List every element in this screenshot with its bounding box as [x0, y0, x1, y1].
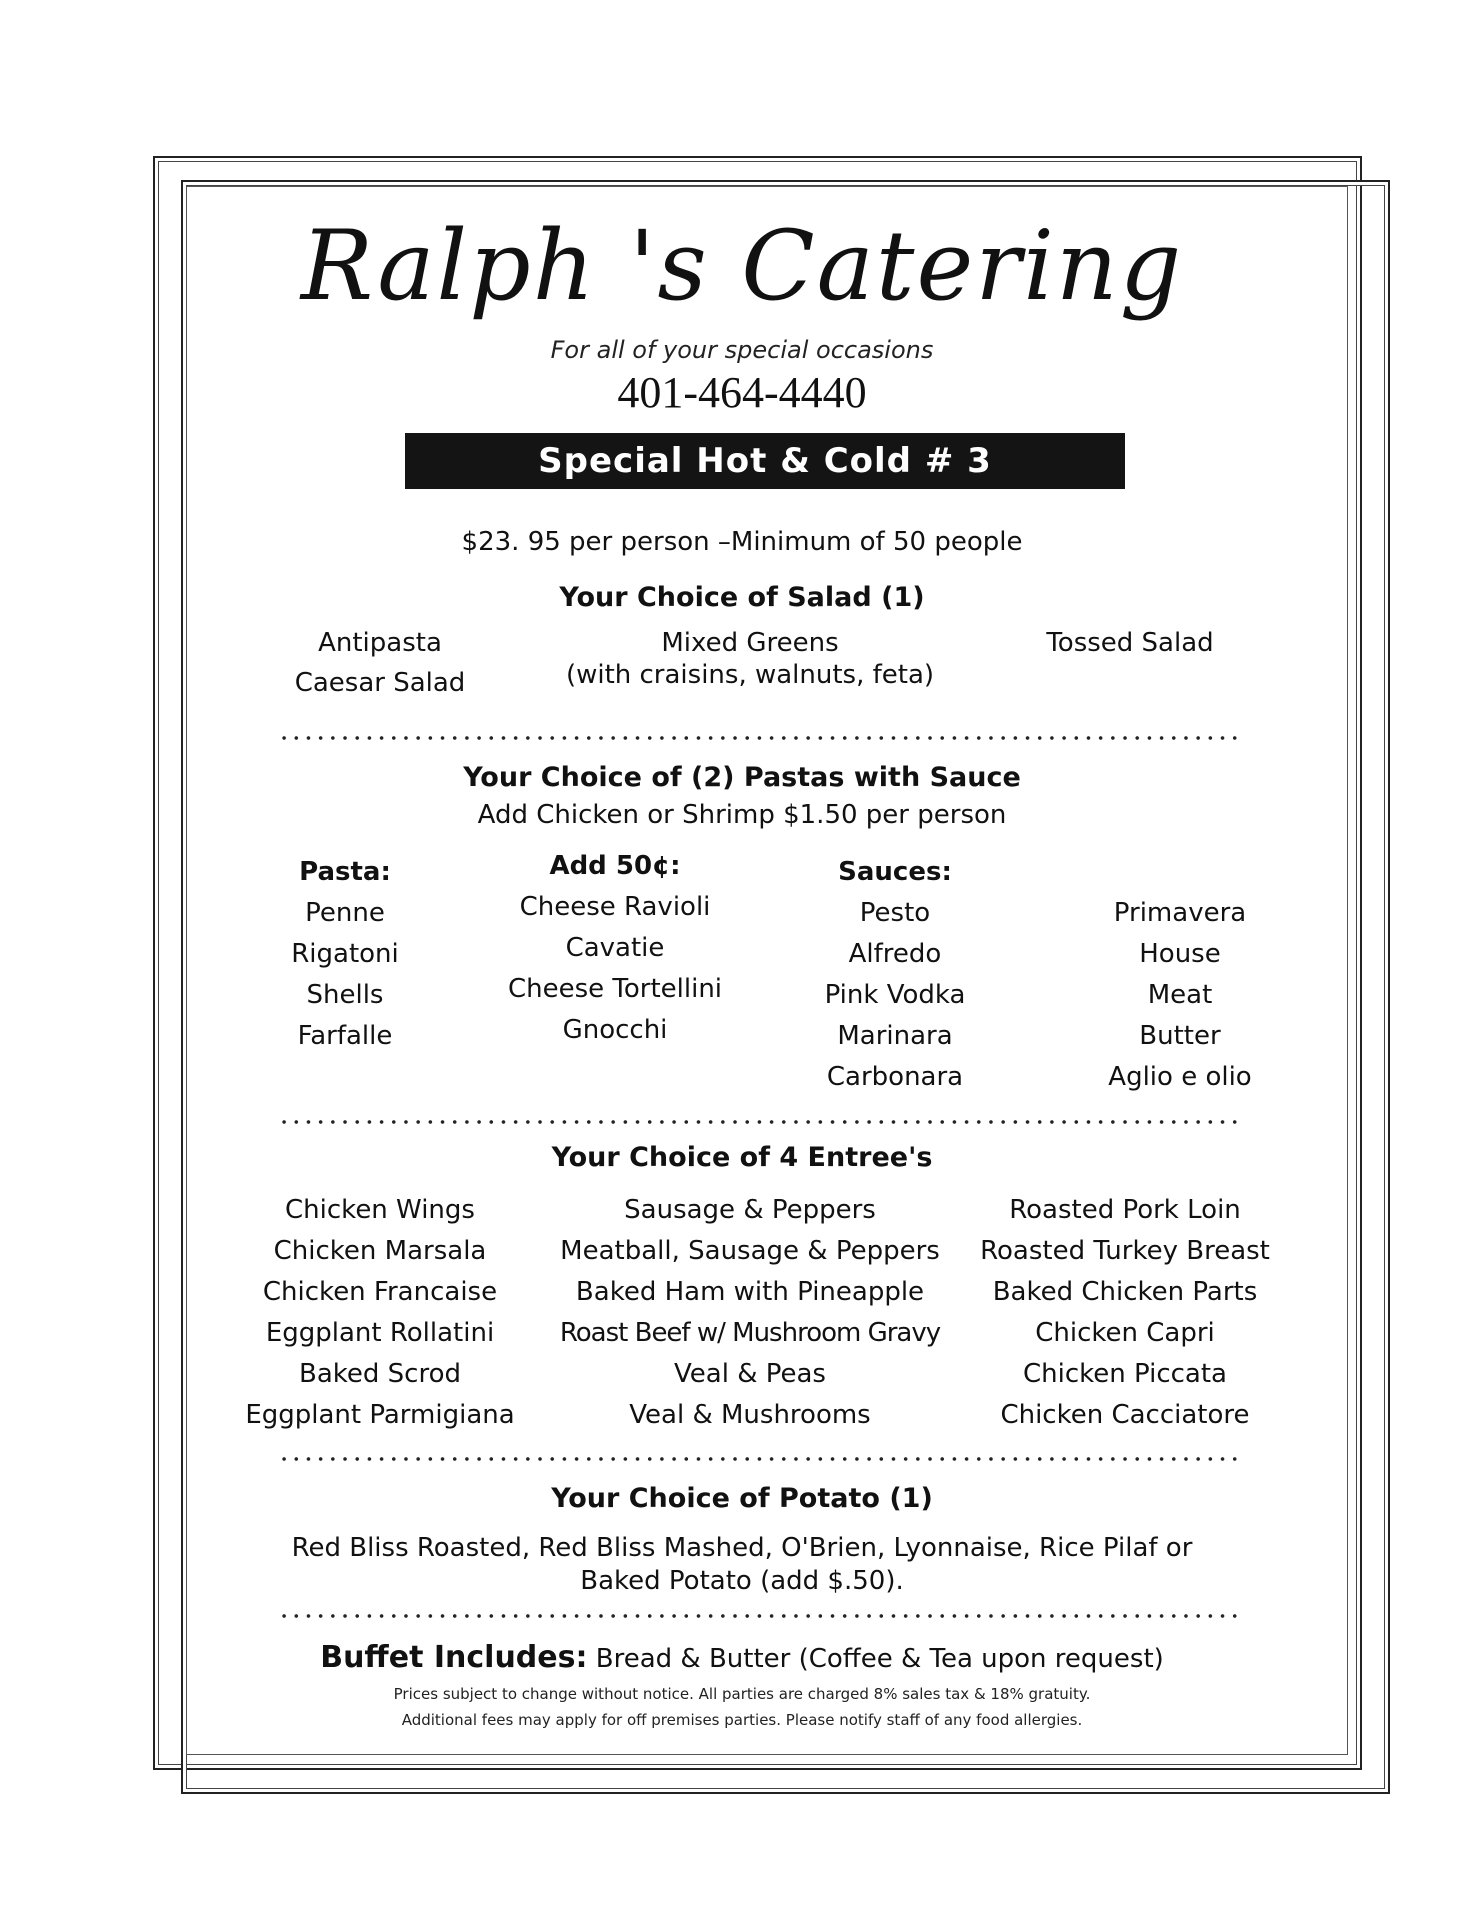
- entree-item: Eggplant Parmigiana: [245, 1400, 515, 1430]
- salad-item: Tossed Salad: [1046, 628, 1214, 658]
- add-pasta-item: Cheese Ravioli: [519, 892, 711, 922]
- salad-item-note: (with craisins, walnuts, feta): [565, 660, 935, 690]
- entree-item: Baked Ham with Pineapple: [575, 1277, 925, 1307]
- entree-item: Eggplant Rollatini: [265, 1318, 495, 1348]
- sauces-label: Sauces:: [838, 857, 952, 887]
- phone-number: 401-464-4440: [617, 368, 867, 417]
- entree-item: Chicken Capri: [1035, 1318, 1215, 1348]
- sauce-item: House: [1139, 939, 1221, 969]
- entree-item: Roasted Pork Loin: [1009, 1195, 1241, 1225]
- dotted-divider: [278, 735, 1238, 741]
- salad-item: Caesar Salad: [294, 668, 466, 698]
- sauce-item: Alfredo: [848, 939, 942, 969]
- sauce-item: Marinara: [837, 1021, 953, 1051]
- sauce-item: Aglio e olio: [1108, 1062, 1252, 1092]
- entree-item: Roast Beef w/ Mushroom Gravy: [559, 1318, 941, 1348]
- add-pasta-item: Cavatie: [565, 933, 665, 963]
- entree-item: Meatball, Sausage & Peppers: [560, 1236, 940, 1266]
- potato-heading: Your Choice of Potato (1): [551, 1483, 933, 1514]
- salad-item: Antipasta: [318, 628, 442, 658]
- sauce-item: Carbonara: [826, 1062, 964, 1092]
- entree-item: Chicken Marsala: [273, 1236, 487, 1266]
- add-label: Add 50¢:: [549, 851, 681, 881]
- entrees-heading: Your Choice of 4 Entree's: [551, 1142, 933, 1173]
- potato-line: Red Bliss Roasted, Red Bliss Mashed, O'Brien, Lyonnaise, Rice Pilaf or: [291, 1533, 1193, 1563]
- pasta-subheading: Add Chicken or Shrimp $1.50 per person: [477, 800, 1007, 830]
- dotted-divider: [278, 1456, 1238, 1462]
- add-pasta-item: Cheese Tortellini: [507, 974, 723, 1004]
- pasta-heading: Your Choice of (2) Pastas with Sauce: [463, 762, 1021, 793]
- entree-item: Veal & Peas: [674, 1359, 826, 1389]
- sauce-item: Primavera: [1113, 898, 1247, 928]
- pasta-item: Rigatoni: [291, 939, 399, 969]
- entree-item: Chicken Wings: [285, 1195, 475, 1225]
- entree-item: Sausage & Peppers: [624, 1195, 876, 1225]
- sauces-column-2: [1010, 893, 1350, 1098]
- dotted-divider: [278, 1119, 1238, 1125]
- pasta-label: Pasta:: [299, 857, 391, 887]
- entree-item: Veal & Mushrooms: [629, 1400, 871, 1430]
- salad-item: Mixed Greens: [661, 628, 839, 658]
- entrees-column: [960, 1190, 1290, 1436]
- salad-heading: Your Choice of Salad (1): [559, 582, 925, 613]
- entrees-column: [220, 1190, 540, 1436]
- fine-print: Additional fees may apply for off premises parties. Please notify staff of any food allergies.: [401, 1711, 1083, 1729]
- sauce-item: Pesto: [859, 898, 931, 928]
- entrees-column: [550, 1190, 950, 1436]
- pasta-item: Penne: [305, 898, 385, 928]
- menu-title: Ralph 's Catering: [300, 210, 1184, 322]
- fine-print: Prices subject to change without notice. All parties are charged 8% sales tax & 18% gratuity.: [393, 1685, 1091, 1703]
- menu-banner: Special Hot & Cold # 3: [405, 433, 1125, 489]
- pasta-item: Shells: [306, 980, 384, 1010]
- entree-item: Baked Scrod: [299, 1359, 461, 1389]
- dotted-divider: [278, 1613, 1238, 1619]
- sauce-item: Butter: [1139, 1021, 1221, 1051]
- price-line: $23. 95 per person –Minimum of 50 people: [461, 527, 1023, 557]
- sauce-item: Pink Vodka: [824, 980, 966, 1010]
- entree-item: Roasted Turkey Breast: [980, 1236, 1270, 1266]
- add-pasta-item: Gnocchi: [562, 1015, 668, 1045]
- buffet-text: Bread & Butter (Coffee & Tea upon request): [587, 1644, 1164, 1674]
- entree-item: Chicken Francaise: [262, 1277, 498, 1307]
- buffet-label: Buffet Includes:: [320, 1640, 588, 1675]
- tagline: For all of your special occasions: [550, 336, 934, 364]
- potato-line: Baked Potato (add $.50).: [580, 1566, 904, 1596]
- buffet-includes: [0, 1640, 1484, 1675]
- entree-item: Chicken Cacciatore: [1000, 1400, 1250, 1430]
- pasta-item: Farfalle: [297, 1021, 393, 1051]
- sauce-item: Meat: [1147, 980, 1213, 1010]
- entree-item: Chicken Piccata: [1022, 1359, 1227, 1389]
- entree-item: Baked Chicken Parts: [992, 1277, 1258, 1307]
